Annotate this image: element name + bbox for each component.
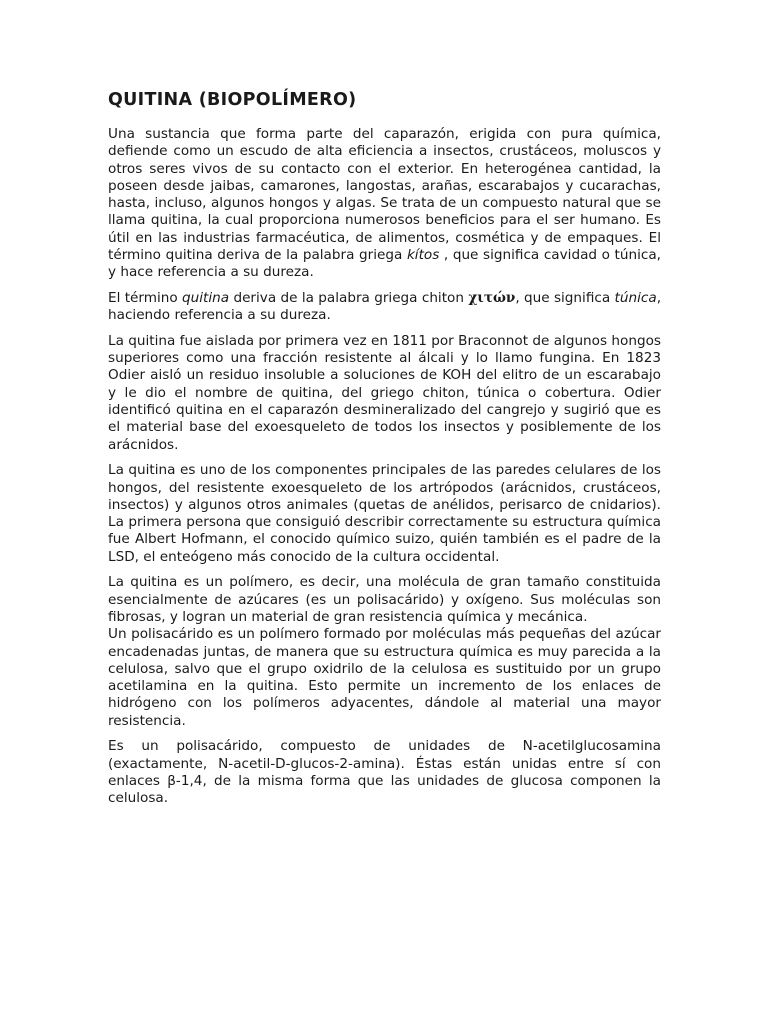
paragraph-intro-text: Una sustancia que forma parte del caparazón, erigida con pura química, defiende como un escudo de alta eficiencia a insectos, crustáceos, moluscos y otros seres vivos de su contacto con el exterior. En heterogénea cantidad, la poseen desde jaibas, camarones, langostas, arañas, escarabajos y cucarachas, hasta, incluso, algunos hongos y algas. Se trata de un compuesto natural que se llama quitina, la cual proporciona numerosos beneficios para el ser humano. Es útil en las industrias farmacéutica, de alimentos, cosmética y de empaques. El término quitina deriva de la palabra griega [108, 126, 661, 264]
etymology-text-b: deriva de la palabra griega chiton [229, 289, 469, 306]
paragraph-components: La quitina es uno de los componentes principales de las paredes celulares de los hongos, del resistente exoesqueleto de los artrópodos (arácnidos, crustáceos, insectos) y algunos otros animales (quetas de anélidos, perisarco de cnidarios). La primera persona que consiguió describir correctamente su estructura química fue Albert Hofmann, el conocido químico suizo, quién también es el padre de la LSD, el enteógeno más conocido de la cultura occidental. [108, 462, 661, 565]
etymology-text-a: El término [108, 289, 183, 306]
document-page [108, 88, 661, 816]
paragraph-structure: Es un polisacárido, compuesto de unidades de N-acetilglucosamina (exactamente, N-acetil-D-glucos-2-amina). Éstas están unidas entre sí con enlaces β-1,4, de la misma forma que las unidades de glucosa componen la celulosa. [108, 738, 661, 807]
etymology-text-d: , haciendo referencia a su dureza. [108, 289, 662, 324]
italic-kitos: kítos [406, 247, 440, 264]
paragraph-etymology [108, 290, 661, 325]
paragraph-history: La quitina fue aislada por primera vez en 1811 por Braconnot de algunos hongos superiores como una fracción resistente al álcali y lo llamo fungina. En 1823 Odier aisló un residuo insoluble a soluciones de KOH del elitro de un escarabajo y le dio el nombre de quitina, del griego chiton, túnica o cobertura. Odier identificó quitina en el caparazón desmineralizado del cangrejo y sugirió que es el material base del exoesqueleto de todos los insectos y posiblemente de los arácnidos. [108, 332, 661, 453]
paragraph-intro-end: , que significa cavidad o túnica, y hace referencia a su dureza. [108, 247, 661, 281]
etymology-text-c: , que significa [515, 289, 615, 306]
paragraph-intro [108, 126, 661, 282]
italic-tunica: túnica [614, 289, 657, 306]
paragraph-polymer: La quitina es un polímero, es decir, una molécula de gran tamaño constituida esencialmente de azúcares (es un polisacárido) y oxígeno. Sus moléculas son fibrosas, y logran un material de gran resistencia química y mecánica. [108, 574, 661, 625]
document-title: QUITINA (BIOPOLÍMERO) [108, 90, 357, 110]
greek-chiton: χιτών [468, 289, 516, 306]
italic-quitina: quitina [182, 289, 230, 306]
paragraph-polysaccharide: Un polisacárido es un polímero formado por moléculas más pequeñas del azúcar encadenadas juntas, de manera que su estructura química es muy parecida a la celulosa, salvo que el grupo oxidrilo de la celulosa es sustituido por un grupo acetilamina en la quitina. Esto permite un incremento de los enlaces de hidrógeno con los polímeros adyacentes, dándole al material una mayor resistencia. [108, 626, 661, 729]
